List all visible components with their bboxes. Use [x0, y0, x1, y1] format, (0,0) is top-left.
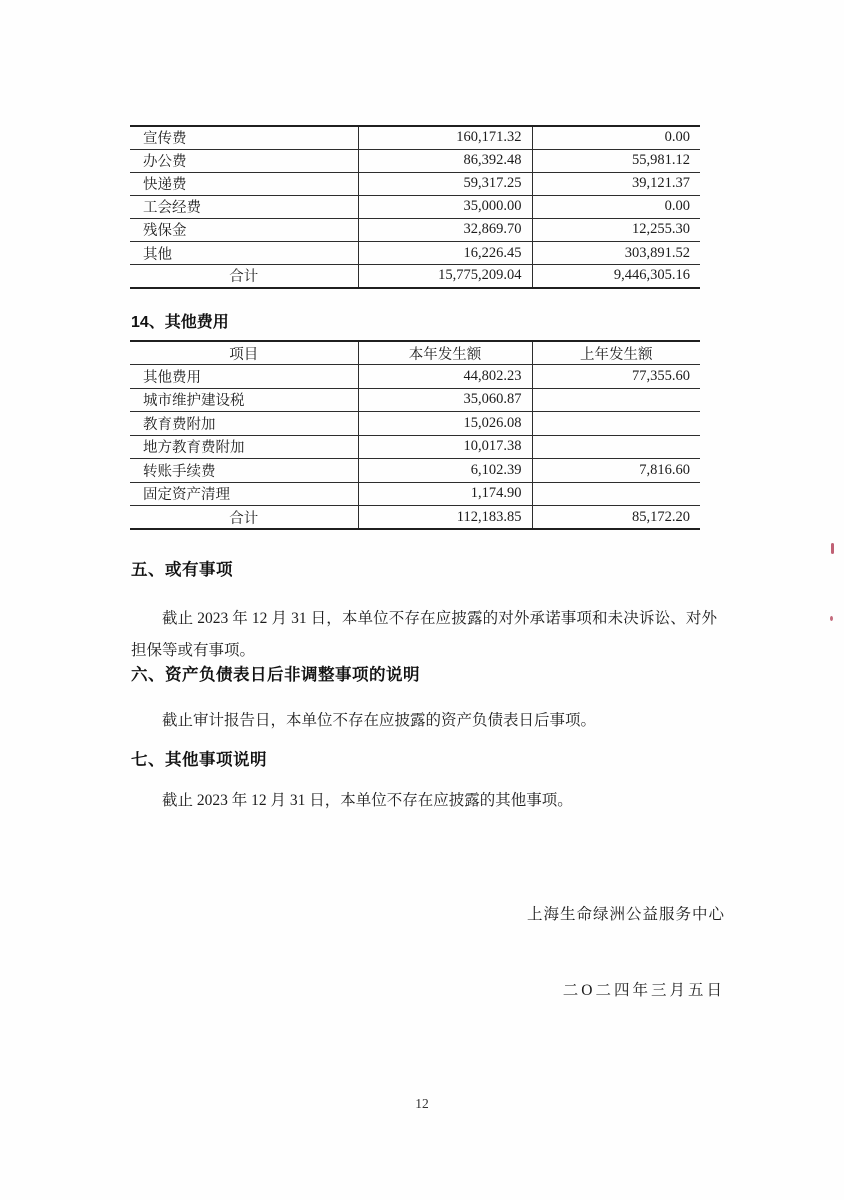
- prior-year-cell: 55,981.12: [532, 149, 700, 172]
- table-row: [130, 195, 700, 218]
- current-year-cell: 16,226.45: [358, 241, 532, 264]
- row-label-cell: 固定资产清理: [130, 482, 358, 506]
- row-label-cell: 其他: [130, 241, 358, 264]
- row-label-cell: 其他费用: [130, 365, 358, 389]
- section-7-paragraph: 截止 2023 年 12 月 31 日，本单位不存在应披露的其他事项。: [162, 792, 573, 809]
- table-row: [130, 218, 700, 241]
- table-header-row: [130, 341, 700, 365]
- table-row: [130, 388, 700, 412]
- row-label-cell: 教育费附加: [130, 412, 358, 436]
- page-number: 12: [415, 1096, 429, 1111]
- prior-year-cell: 39,121.37: [532, 172, 700, 195]
- row-label-cell: 宣传费: [143, 131, 187, 148]
- table-row: [130, 126, 700, 149]
- prior-year-cell: 303,891.52: [532, 241, 700, 264]
- total-label-cell: 合计: [130, 506, 358, 530]
- current-year-total-cell: 112,183.85: [358, 506, 532, 530]
- table-total-row: [130, 265, 700, 288]
- prior-year-cell: 0.00: [532, 195, 700, 218]
- section-14-heading: 14、其他费用: [131, 314, 229, 331]
- current-year-cell: 59,317.25: [358, 172, 532, 195]
- section-5-heading: 五、或有事项: [131, 561, 233, 579]
- row-label-cell: 地方教育费附加: [130, 435, 358, 459]
- current-year-cell: 1,174.90: [358, 482, 532, 506]
- table-row: [130, 482, 700, 506]
- prior-year-cell: [532, 482, 700, 506]
- section-6-paragraph: 截止审计报告日，本单位不存在应披露的资产负债表日后事项。: [162, 712, 597, 729]
- item-column-header: 项目: [229, 346, 259, 363]
- expense-table-continued: [130, 125, 700, 289]
- row-label-cell: 城市维护建设税: [130, 388, 358, 412]
- current-year-cell: 35,000.00: [358, 195, 532, 218]
- table-row: [130, 149, 700, 172]
- row-label-cell: 办公费: [130, 149, 358, 172]
- current-year-column-header: 本年发生额: [358, 341, 532, 365]
- table-total-row: [130, 506, 700, 530]
- current-year-cell: 15,026.08: [358, 412, 532, 436]
- current-year-cell: 44,802.23: [358, 365, 532, 389]
- table-row: [130, 435, 700, 459]
- row-label-cell: 残保金: [130, 218, 358, 241]
- prior-year-cell: 77,355.60: [532, 365, 700, 389]
- other-expenses-table: [130, 340, 700, 530]
- section-5-paragraph: 截止 2023 年 12 月 31 日，本单位不存在应披露的对外承诺事项和未决诉讼、对外担保等或有事项。: [131, 610, 717, 659]
- table-row: [130, 412, 700, 436]
- table-row: [130, 241, 700, 264]
- table-row: [130, 365, 700, 389]
- prior-year-cell: [532, 388, 700, 412]
- organization-signature: 上海生命绿洲公益服务中心: [526, 906, 725, 923]
- section-7-heading: 七、其他事项说明: [131, 751, 267, 769]
- total-label-cell: 合计: [130, 265, 358, 288]
- prior-year-cell: [532, 412, 700, 436]
- current-year-cell: 32,869.70: [358, 218, 532, 241]
- row-label-cell: 转账手续费: [130, 459, 358, 483]
- table-row: [130, 459, 700, 483]
- section-6-heading: 六、资产负债表日后非调整事项的说明: [131, 666, 420, 684]
- current-year-total-cell: 15,775,209.04: [358, 265, 532, 288]
- prior-year-total-cell: 9,446,305.16: [532, 265, 700, 288]
- current-year-cell: 6,102.39: [358, 459, 532, 483]
- prior-year-total-cell: 85,172.20: [532, 506, 700, 530]
- stray-ink-mark: [830, 616, 833, 621]
- prior-year-cell: 12,255.30: [532, 218, 700, 241]
- current-year-cell: 160,171.32: [358, 126, 532, 149]
- report-date: 二O二四年三月五日: [562, 982, 725, 999]
- table-row: [130, 172, 700, 195]
- row-label-cell: 快递费: [130, 172, 358, 195]
- row-label-cell: 工会经费: [130, 195, 358, 218]
- current-year-cell: 35,060.87: [358, 388, 532, 412]
- prior-year-cell: [532, 435, 700, 459]
- prior-year-cell: 7,816.60: [532, 459, 700, 483]
- prior-year-cell: 0.00: [532, 126, 700, 149]
- prior-year-column-header: 上年发生额: [532, 341, 700, 365]
- stray-ink-mark: [831, 543, 834, 554]
- current-year-cell: 10,017.38: [358, 435, 532, 459]
- current-year-cell: 86,392.48: [358, 149, 532, 172]
